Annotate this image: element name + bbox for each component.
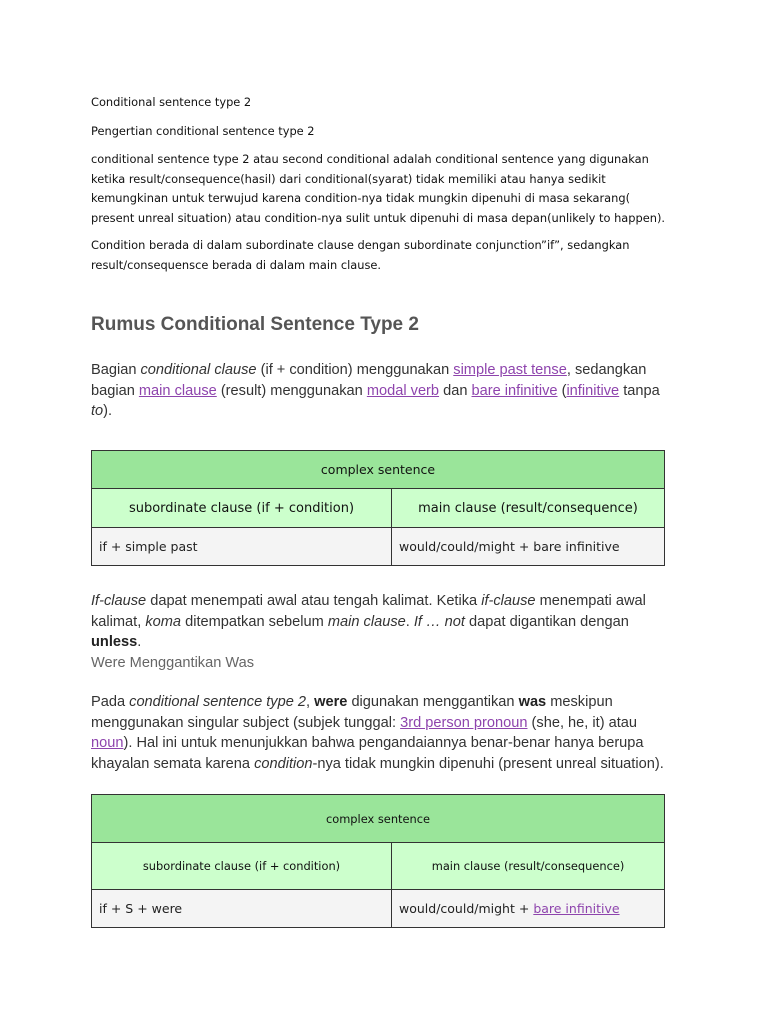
- column-header-main: main clause (result/consequence): [392, 843, 665, 890]
- bold-term: were: [314, 694, 348, 710]
- text-run: meskipun menggunakan singular subject (subjek tunggal:: [91, 694, 613, 731]
- definition-paragraph: conditional sentence type 2 atau second conditional adalah conditional sentence yang digunakan ketika result/consequence(hasil) dari conditional(syarat) tidak memiliki atau hanya sedikit kemungkinan untuk terwujud karena condition-nya tidak mungkin dipenuhi di masa sekarang( present unreal situation) atau condition-nya sulit untuk dipenuhi di masa depan(unlikely to happen).: [91, 152, 666, 225]
- italic-term: condition: [254, 755, 313, 772]
- doc-title: Conditional sentence type 2: [91, 95, 252, 109]
- text-run: digunakan menggantikan: [347, 694, 519, 710]
- link-bare-infinitive[interactable]: bare infinitive: [471, 382, 558, 399]
- were-heading: Were Menggantikan Was: [91, 655, 255, 671]
- column-header-subordinate: subordinate clause (if + condition): [92, 843, 392, 890]
- text-run: (if + condition) menggunakan: [256, 362, 454, 378]
- formula-table-1: [91, 450, 665, 566]
- table-cell-main: would/could/might + bare infinitive: [392, 528, 665, 566]
- italic-term: conditional clause: [140, 362, 257, 378]
- formula-table-2: [91, 794, 665, 928]
- link-bare-infinitive-table[interactable]: bare infinitive: [533, 901, 620, 916]
- link-modal-verb[interactable]: modal verb: [366, 382, 440, 399]
- text-run: -nya tidak mungkin dipenuhi (present unreal situation).: [312, 755, 664, 772]
- italic-term: conditional sentence type 2: [129, 694, 307, 710]
- column-header-main: main clause (result/consequence): [392, 489, 665, 528]
- link-infinitive[interactable]: infinitive: [566, 382, 620, 399]
- text-run: dapat digantikan dengan: [464, 613, 629, 630]
- italic-term: main clause: [327, 613, 406, 630]
- text-run: dapat menempati awal atau tengah kalimat. Ketika: [146, 593, 482, 609]
- table-header: complex sentence: [92, 451, 665, 489]
- text-run: tanpa: [619, 382, 660, 399]
- link-3rd-person-pronoun[interactable]: 3rd person pronoun: [400, 714, 528, 731]
- table-cell-subordinate: if + simple past: [92, 528, 392, 566]
- table-cell-subordinate: if + S + were: [92, 890, 392, 928]
- text-run: menempati awal kalimat,: [91, 593, 646, 630]
- bold-term: was: [518, 694, 547, 710]
- text-run: (she, he, it) atau: [527, 714, 638, 731]
- text-run: ditempatkan sebelum: [181, 613, 328, 630]
- italic-term: If-clause: [91, 593, 147, 609]
- text-run: .: [137, 634, 142, 650]
- text-run: .: [405, 613, 414, 630]
- link-noun[interactable]: noun: [91, 735, 124, 751]
- text-run: would/could/might +: [399, 901, 534, 916]
- text-run: Bagian: [91, 362, 141, 378]
- rumus-paragraph: [91, 360, 667, 422]
- bold-term: unless: [91, 634, 138, 650]
- section-heading-rumus: Rumus Conditional Sentence Type 2: [91, 314, 419, 335]
- table-cell-main: [392, 890, 665, 928]
- pada-paragraph: [91, 692, 667, 774]
- text-run: ).: [103, 403, 113, 419]
- text-run: , sedangkan bagian: [91, 362, 647, 399]
- doc-subtitle: Pengertian conditional sentence type 2: [91, 124, 315, 138]
- column-header-subordinate: subordinate clause (if + condition): [92, 489, 392, 528]
- text-run: ,: [306, 694, 315, 710]
- italic-term: If … not: [413, 613, 465, 630]
- table-header: complex sentence: [92, 795, 665, 843]
- text-run: ). Hal ini untuk menunjukkan bahwa pengandaiannya benar-benar hanya berupa khayalan semata karena: [91, 735, 644, 772]
- italic-term: koma: [145, 613, 182, 630]
- text-run: Pada: [91, 694, 130, 710]
- text-run: (result) menggunakan: [216, 382, 367, 399]
- italic-term: if-clause: [481, 593, 536, 609]
- condition-paragraph: Condition berada di dalam subordinate clause dengan subordinate conjunction”if”, sedangkan result/consequensce berada di dalam main clause.: [91, 238, 630, 272]
- link-main-clause[interactable]: main clause: [138, 382, 217, 399]
- link-simple-past-tense[interactable]: simple past tense: [453, 362, 567, 378]
- italic-term: to: [91, 403, 104, 419]
- text-run: (: [557, 382, 567, 399]
- text-run: dan: [439, 382, 472, 399]
- if-clause-paragraph: [91, 591, 667, 653]
